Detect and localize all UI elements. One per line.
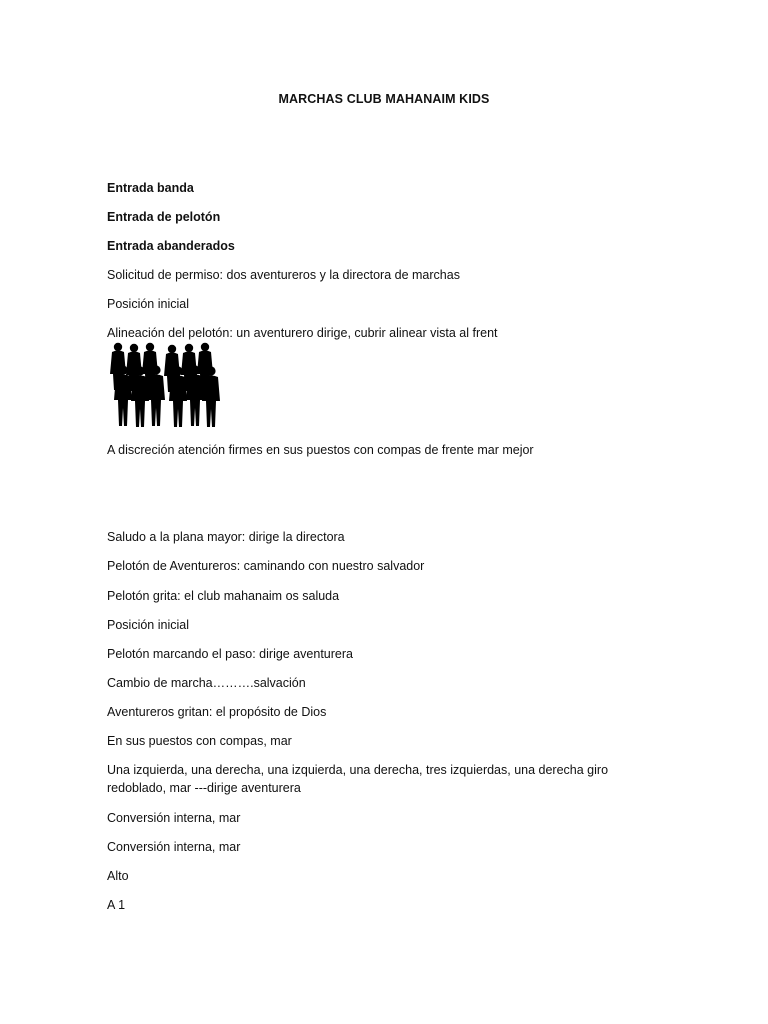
text-alineacion-peloton: Alineación del pelotón: un aventurero dirige, cubrir alinear vista al frent bbox=[107, 326, 498, 340]
step-cambio-marcha: Cambio de marcha……….salvación bbox=[107, 676, 306, 690]
step-conversion-interna-2: Conversión interna, mar bbox=[107, 840, 241, 854]
step-aventureros-gritan: Aventureros gritan: el propósito de Dios bbox=[107, 705, 327, 719]
step-saludo-plana-mayor: Saludo a la plana mayor: dirige la directora bbox=[107, 530, 345, 544]
step-una-izquierda: Una izquierda, una derecha, una izquierda, una derecha, tres izquierdas, una derecha giro redoblado, mar ---dirige aventurera bbox=[107, 763, 609, 795]
text-a-discrecion: A discreción atención firmes en sus puestos con compas de frente mar mejor bbox=[107, 443, 534, 457]
step-peloton-aventureros: Pelotón de Aventureros: caminando con nuestro salvador bbox=[107, 559, 425, 573]
document-title: MARCHAS CLUB MAHANAIM KIDS bbox=[278, 92, 490, 106]
step-peloton-marcando-paso: Pelotón marcando el paso: dirige aventurera bbox=[107, 647, 353, 661]
step-a-1: A 1 bbox=[107, 898, 126, 912]
step-conversion-interna-1: Conversión interna, mar bbox=[107, 811, 241, 825]
heading-entrada-abanderados: Entrada abanderados bbox=[107, 239, 235, 253]
text-solicitud-permiso: Solicitud de permiso: dos aventureros y la directora de marchas bbox=[107, 268, 460, 282]
step-en-sus-puestos: En sus puestos con compas, mar bbox=[107, 734, 292, 748]
heading-entrada-banda: Entrada banda bbox=[107, 181, 194, 195]
text-posicion-inicial: Posición inicial bbox=[107, 297, 189, 311]
step-posicion-inicial: Posición inicial bbox=[107, 618, 189, 632]
marching-group-silhouette-icon bbox=[106, 340, 224, 430]
step-peloton-grita: Pelotón grita: el club mahanaim os saluda bbox=[107, 589, 340, 603]
step-alto: Alto bbox=[107, 869, 129, 883]
heading-entrada-peloton: Entrada de pelotón bbox=[107, 210, 221, 224]
